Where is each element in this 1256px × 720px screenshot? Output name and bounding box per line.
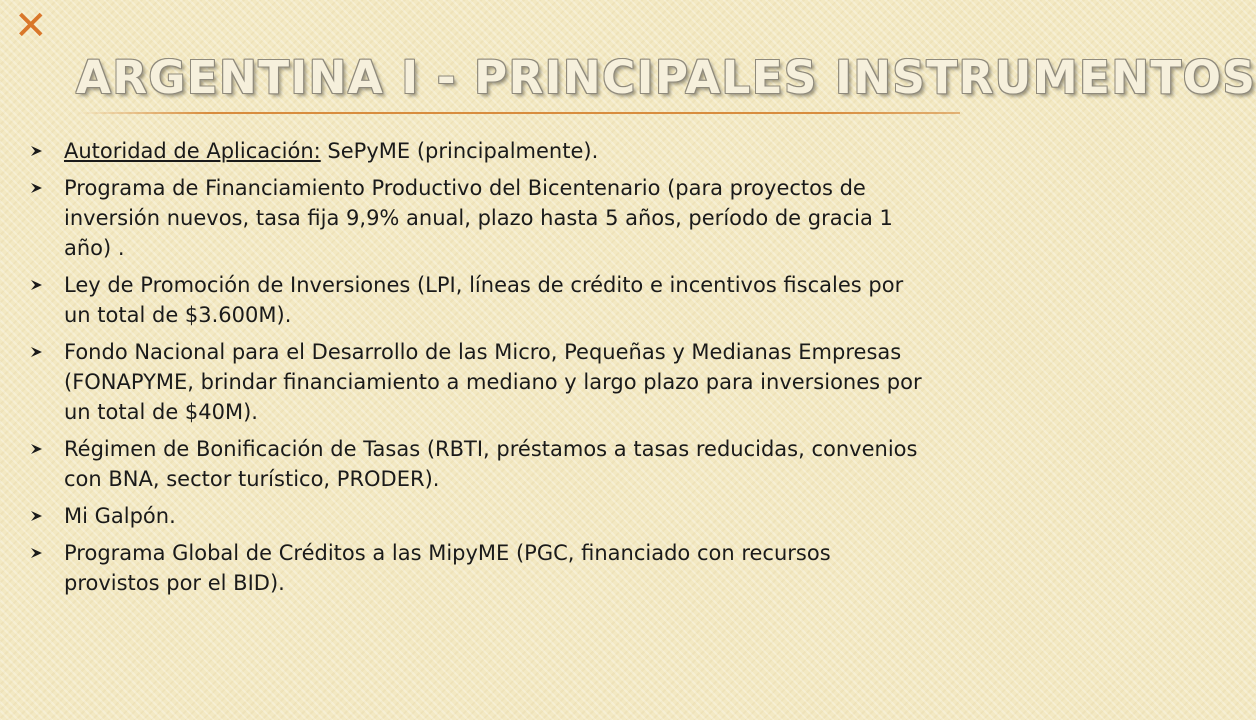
bullet-item-rbti <box>30 434 930 494</box>
slide-title: ARGENTINA I - PRINCIPALES INSTRUMENTOS <box>76 51 1256 104</box>
arrowhead-bullet-icon <box>30 547 44 559</box>
arrowhead-bullet-icon <box>30 510 44 522</box>
bullet-text: SePyME (principalmente). <box>320 139 599 163</box>
bullet-item-fonapyme <box>30 337 930 427</box>
bullet-item-bicentenario <box>30 173 930 263</box>
bullet-text: Fondo Nacional para el Desarrollo de las Micro, Pequeñas y Medianas Empresas (FONAPYME, brindar financiamiento a mediano y largo plazo para inversiones por un total de $40M). <box>64 340 922 424</box>
title-divider <box>76 112 960 114</box>
bullet-item-mi-galpon <box>30 501 930 531</box>
bullet-text: Ley de Promoción de Inversiones (LPI, líneas de crédito e incentivos fiscales por un total de $3.600M). <box>64 273 904 327</box>
bullet-text: Programa Global de Créditos a las MipyME (PGC, financiado con recursos provistos por el BID). <box>64 541 831 595</box>
arrowhead-bullet-icon <box>30 279 44 291</box>
arrowhead-bullet-icon <box>30 346 44 358</box>
arrowhead-bullet-icon <box>30 443 44 455</box>
arrowhead-bullet-icon <box>30 182 44 194</box>
arrowhead-bullet-icon <box>30 145 44 157</box>
corner-x-mark: ✕ <box>14 3 48 49</box>
bullet-item-authority <box>30 136 930 166</box>
bullet-text: Programa de Financiamiento Productivo del Bicentenario (para proyectos de inversión nuevos, tasa fija 9,9% anual, plazo hasta 5 años, período de gracia 1 año) . <box>64 176 893 260</box>
bullet-text: Mi Galpón. <box>64 504 176 528</box>
bullet-list <box>30 136 930 605</box>
bullet-lead: Autoridad de Aplicación: <box>64 139 321 163</box>
bullet-item-pgc <box>30 538 930 598</box>
bullet-item-lpi <box>30 270 930 330</box>
bullet-text: Régimen de Bonificación de Tasas (RBTI, préstamos a tasas reducidas, convenios con BNA, sector turístico, PRODER). <box>64 437 918 491</box>
